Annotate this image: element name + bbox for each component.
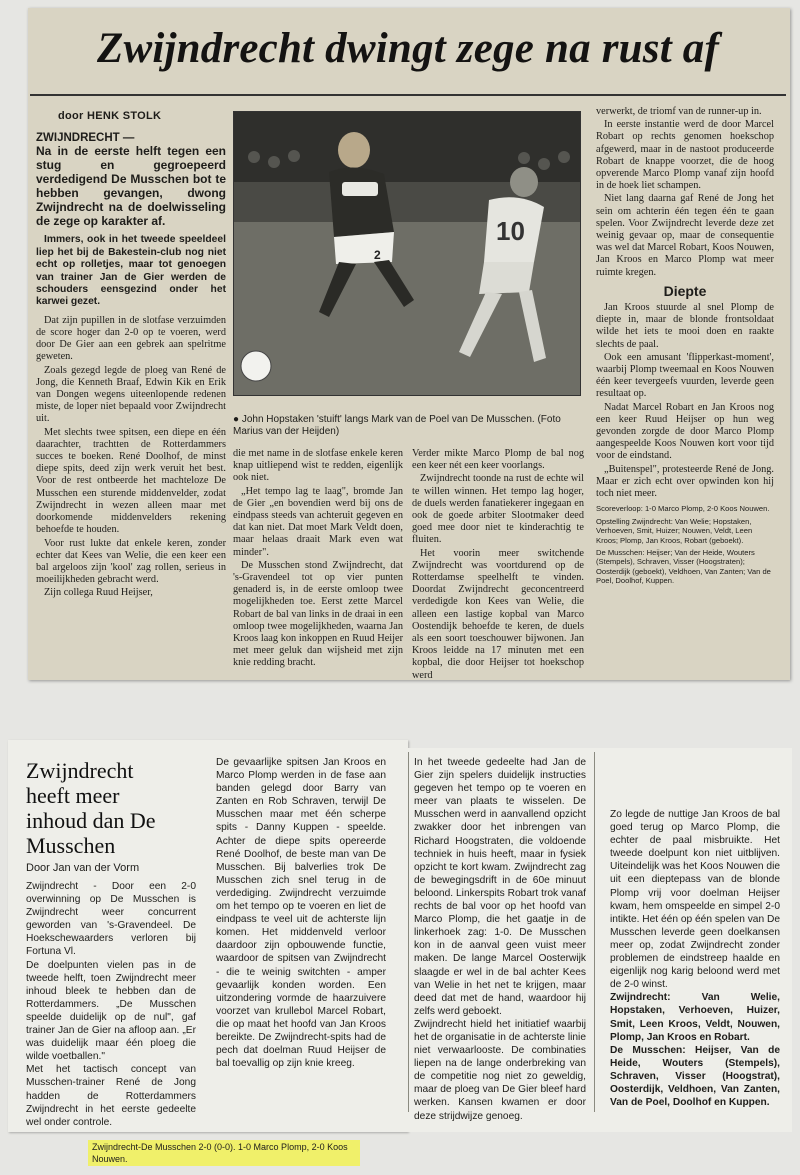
paragraph: Met het tactisch concept van Musschen-trainer René de Jong hadden de Rotterdammers Zwijndrecht in het eerste gedeelte wel onder controle. [26,1064,196,1128]
paragraph: De Musschen stond Zwijndrecht, dat 's-Gravendeel tot op vier punten genaderd is, in de eerste omloop twee mogelijkheden toe. Eerst zette Marcel Robart de bal van links in de draai in een omloop twee mogelijkheden, waarna Jan Kroos laag kon inkoppen en Ruud Heijer met meer geluk dan wijsheid met zijn knie redding bracht. [233,559,403,669]
paragraph: Zwijndrecht - Door een 2-0 overwinning op De Musschen is Zwijndrecht weer concurrent geworden van 's-Gravendeel. De Hoekschewaarders verloren bij Fortuna Vl. [26,881,196,958]
lineup-home-2: Zwijndrecht: Van Welie, Hopstaken, Verhoeven, Huizer, Smit, Leen Kroos, Veldt, Nouwen, Plomp, Jan Kroos en Robart. [610,992,780,1043]
paragraph: In eerste instantie werd de door Marcel Robart op rechts genomen hoekschop afgewerd, maar in de nastoot produceerde Robart de knappe voorzet, die de hoog opverende Marco Plomp vanaf zijn hoofd in de hoek liet schampen. [596,119,774,192]
paragraph: „Het tempo lag te laag", bromde Jan de Gier „en bovendien werd bij ons de eindpass steeds van achteruit gegeven en dat kan niet. Dat moet Mark Veldt doen, maar helaas draait Mark even wat minder". [233,485,403,558]
paragraph: die met name in de slotfase enkele keren knap uitliepend wist te redden, eigenlijk ook niet. [233,448,403,484]
paragraph: Verder mikte Marco Plomp de bal nog een keer nét een keer voorlangs. [412,448,584,472]
paragraph: Zwijndrecht toonde na rust de echte wil te willen winnen. Het tempo lag hoger, de duels werden fanatiekerer ingegaan en ook de goede arbiter Slootmaker deed goed mee door niet te kinderachtig te fluiten. [412,473,584,546]
byline-1: door HENK STOLK [58,110,162,122]
column-divider [408,752,409,1112]
paragraph: Zoals gezegd legde de ploeg van René de Jong, die Kenneth Braaf, Edwin Kik en Erik van Dongen wegens uiteenlopende redenen miste, de loper niet bepaald voor Zwijndrecht uit. [36,364,226,425]
paragraph: Dat zijn pupillen in de slotfase verzuimden de score hoger dan 2-0 op te voeren, werd door De Gier aan een gebrek aan spelritme geweten. [36,314,226,363]
photo-caption: ● John Hopstaken 'stuift' langs Mark van de Poel van De Musschen. (Foto Marius van der Heijden) [233,414,561,437]
paragraph: Zo legde de nuttige Jan Kroos de bal goed terug op Marco Plomp, die echter de paal misbruikte. Het tweede doelpunt kon niet uitblijven. Uiteindelijk was het Koos Nouwen die uit een dieptepass van de blonde Plomp vrij voor doelman Heijser kwam, hem omspeelde en simpel 2-0 intikte. Het één op één spelen van De Musschen leverde geen doelkansen meer op, zodat Zwijndrecht zonder problemen de eindstreep haalde en eigenlijk nog karig beloond werd met de 2-0 winst. [610,809,780,991]
clip2-column-4 [610,808,780,1109]
score-summary: Scoreverloop: 1-0 Marco Plomp, 2-0 Koos Nouwen. [596,504,770,514]
result-highlight: Zwijndrecht-De Musschen 2-0 (0-0). 1-0 Marco Plomp, 2-0 Koos Nouwen. [88,1140,360,1166]
clip1-column-2 [233,448,403,670]
clip2-column-3 [414,756,586,1124]
paragraph: In het tweede gedeelte had Jan de Gier zijn spelers duidelijk instructies gegeven het tempo op te voeren en meer van plaats te wisselen. De Musschen werd in aanvallend opzicht zwakker door het inbrengen van Richard Hoogstraten, die voldoende techniek in huis heeft, maar in fysiek opzicht te kort kwam. Zwijndrecht zag de bewegingsdrift in de 60e minuut beloond. Linkerspits Robart trok vanaf rechts de bal voor op het hoofd van Marco Plomp, die het gaatje in de linkerhoek zag: 1-0. De Musschen kon in de aanval geen vuist meer maken. De lange Marcel Oosterwijk slaagde er wel in de bal achter Kees van Welie in het net te krijgen, maar deed dat met de hand, waardoor hij zelfs werd geboekt. [414,757,586,1017]
paragraph: „Buitenspel", protesteerde René de Jong. Maar er zich echt over opwinden kon hij toch niet meer. [596,463,774,500]
clip2-column-2 [216,756,386,1086]
clip1-column-1 [36,110,226,670]
paragraph: Jan Kroos stuurde al snel Plomp de diepte in, maar de blonde frontsoldaat wilde het iets te mooi doen en raakte slechts de paal. [596,302,774,350]
headline-2: Zwijndrecht heeft meer inhoud dan De Musschen [26,758,156,858]
paragraph: Voor rust lukte dat enkele keren, zonder echter dat Kees van Welie, die een keer een bal argeloos zijn 'kool' zag rollen, serieus in moeilijkheden gebracht werd. [36,537,226,586]
headline-1: Zwijndrecht dwingt zege na rust af [96,25,720,72]
paragraph: Ook een amusant 'flipperkast-moment', waarbij Plomp tweemaal en Koos Nouwen één keer tevergeefs vuurden, leverde geen resultaat op. [596,351,774,400]
photo-illustration [234,112,580,395]
shirt-number-10: 10 [496,216,525,246]
byline-2: Door Jan van der Vorm [26,862,140,874]
lineup-away: De Musschen: Heijser; Van der Heide, Wouters (Stempels), Schraven, Visser (Hoogstraten); Oosterdijk (geboekt), Veldhoen, Van Zanten; Van de Poel, Doolhof, Kuppen. [596,547,771,586]
paragraph: Niet lang daarna gaf René de Jong het sein om achterin één tegen één te gaan spelen. Voor Zwijndrecht leverde deze zet weinig gevaar op, maar de consequentie was wel dat Marcel Robart, Koos Nouwen, Jan Kroos en Marco Plomp wat meer ruimte kregen. [596,193,774,278]
dateline-1: ZWIJNDRECHT — [36,132,135,145]
paragraph: verwerkt, de triomf van de runner-up in. [596,106,762,117]
headline-rule [30,94,786,96]
clip2-column-1 [26,880,196,1128]
lineup-away-2: De Musschen: Heijser, Van de Heide, Wouters (Stempels), Schraven, Visser (Hoogstrat), Oosterdijk, Veldhoen, Van Zanten, Van de Poel, Doolhof en Kuppen. [610,1044,780,1109]
paragraph: Zwijndrecht hield het initiatief waarbij het de organisatie in de achterste linie niet verwaarlooste. De combinaties liepen na de lange onderbreking van de competitie nog niet zo geweldig, maar de ploeg van De Gier bleef hard werken. Kansen kwamen er door deze strijdwijze genoeg. [414,1018,586,1122]
subhead-diepte: Diepte [663,282,707,299]
lead-paragraph: Na in de eerste helft tegen een stug en gegroepeerd verdedigend De Musschen bot te hebben gevangen, dwong Zwijndrecht na de doelwisseling de zege op karakter af. [36,144,226,229]
column-divider [594,752,595,1112]
match-photo [233,111,581,396]
second-lead: Immers, ook in het tweede speeldeel liep het bij de Bakestein-club nog niet echt op rolletjes, maar tot genoegen van trainer Jan de Gier werden de schouders eensgezind onder het karwei gezet. [36,234,226,308]
paragraph: Het voorin meer switchende Zwijndrecht was voortdurend op de Rotterdamse speelhelft te vinden. Doordat Zwijndrecht geconcentreerd verdedigde kon Kees van Welie, die alleen een lastige kopbal van Marco Oostendijk behoefde te keren, de duels als een soort toeschouwer bijwonen. Jan Kroos leidde na 17 minuten met een kopbal, die door Heijser tot hoekschop werd [412,547,584,681]
paragraph: De doelpunten vielen pas in de tweede helft, toen Zwijndrecht meer inhoud bleek te hebben dan de Rotterdammers. „De Musschen speelde duidelijk op de nul", gaf trainer Jan de Gier na afloop aan. „Er was duidelijk maar één ploeg die wilde voetballen." [26,959,196,1063]
lineup-home: Opstelling Zwijndrecht: Van Welie; Hopstaken, Verhoeven, Smit, Huizer; Nouwen, Veldt, Leen Kroos; Plomp, Jan Kroos, Robart (geboekt). [596,516,753,545]
paragraph: Met slechts twee spitsen, een diepe en één daarachter, trachtten de Rotterdammers succes te boeken. René Doolhof, de minst diepe spits, deed zijn werk veruit het best. Voor de rest ontbeerde het machteloze De Musschen een sturende middenvelder, zodat Zwijndrecht in wezen alleen maar met doorkomende middenvelders rekening behoefde te houden. [36,426,226,536]
clip1-column-4 [596,106,774,672]
paragraph: Nadat Marcel Robart en Jan Kroos nog een keer Ruud Heijser op hun weg gevonden zorgde de door Marco Plomp aangespeelde Koos Nouwen kort voor tijd voor de eindstand. [596,401,774,462]
shirt-number-2: 2 [374,248,381,262]
clip1-column-3 [412,448,584,681]
paragraph: Zijn collega Ruud Heijser, [44,587,153,599]
paragraph: De gevaarlijke spitsen Jan Kroos en Marco Plomp werden in de fase aan banden gelegd door Barry van Zanten en Rob Schraven, terwijl De Musschen maar met één scherpe spits - Danny Kuppen - speelde. Achter de diepe spits opereerde René Doolhof, de beste man van De Musschen. Bij balverlies trok De Musschen zich snel terug in de verdediging. Zwijndrecht verzuimde om het tempo op te voeren en liet de eindpass te veel uit de achterste lijn komen. Het middenveld verloor daardoor zijn opbouwende functie, waardoor de spitsen van Zwijndrecht - die te weinig switchten - amper gevaarlijk konden worden. Een uitzondering vormde de haarzuivere voorzet van krullebol Marcel Robart, die op maat het hoofd van Jan Kroos bereikte. De Zwijndrecht-spits had de pech dat doelman Ruud Heijser de bal toevallig op zijn knie kreeg. [216,757,386,1070]
